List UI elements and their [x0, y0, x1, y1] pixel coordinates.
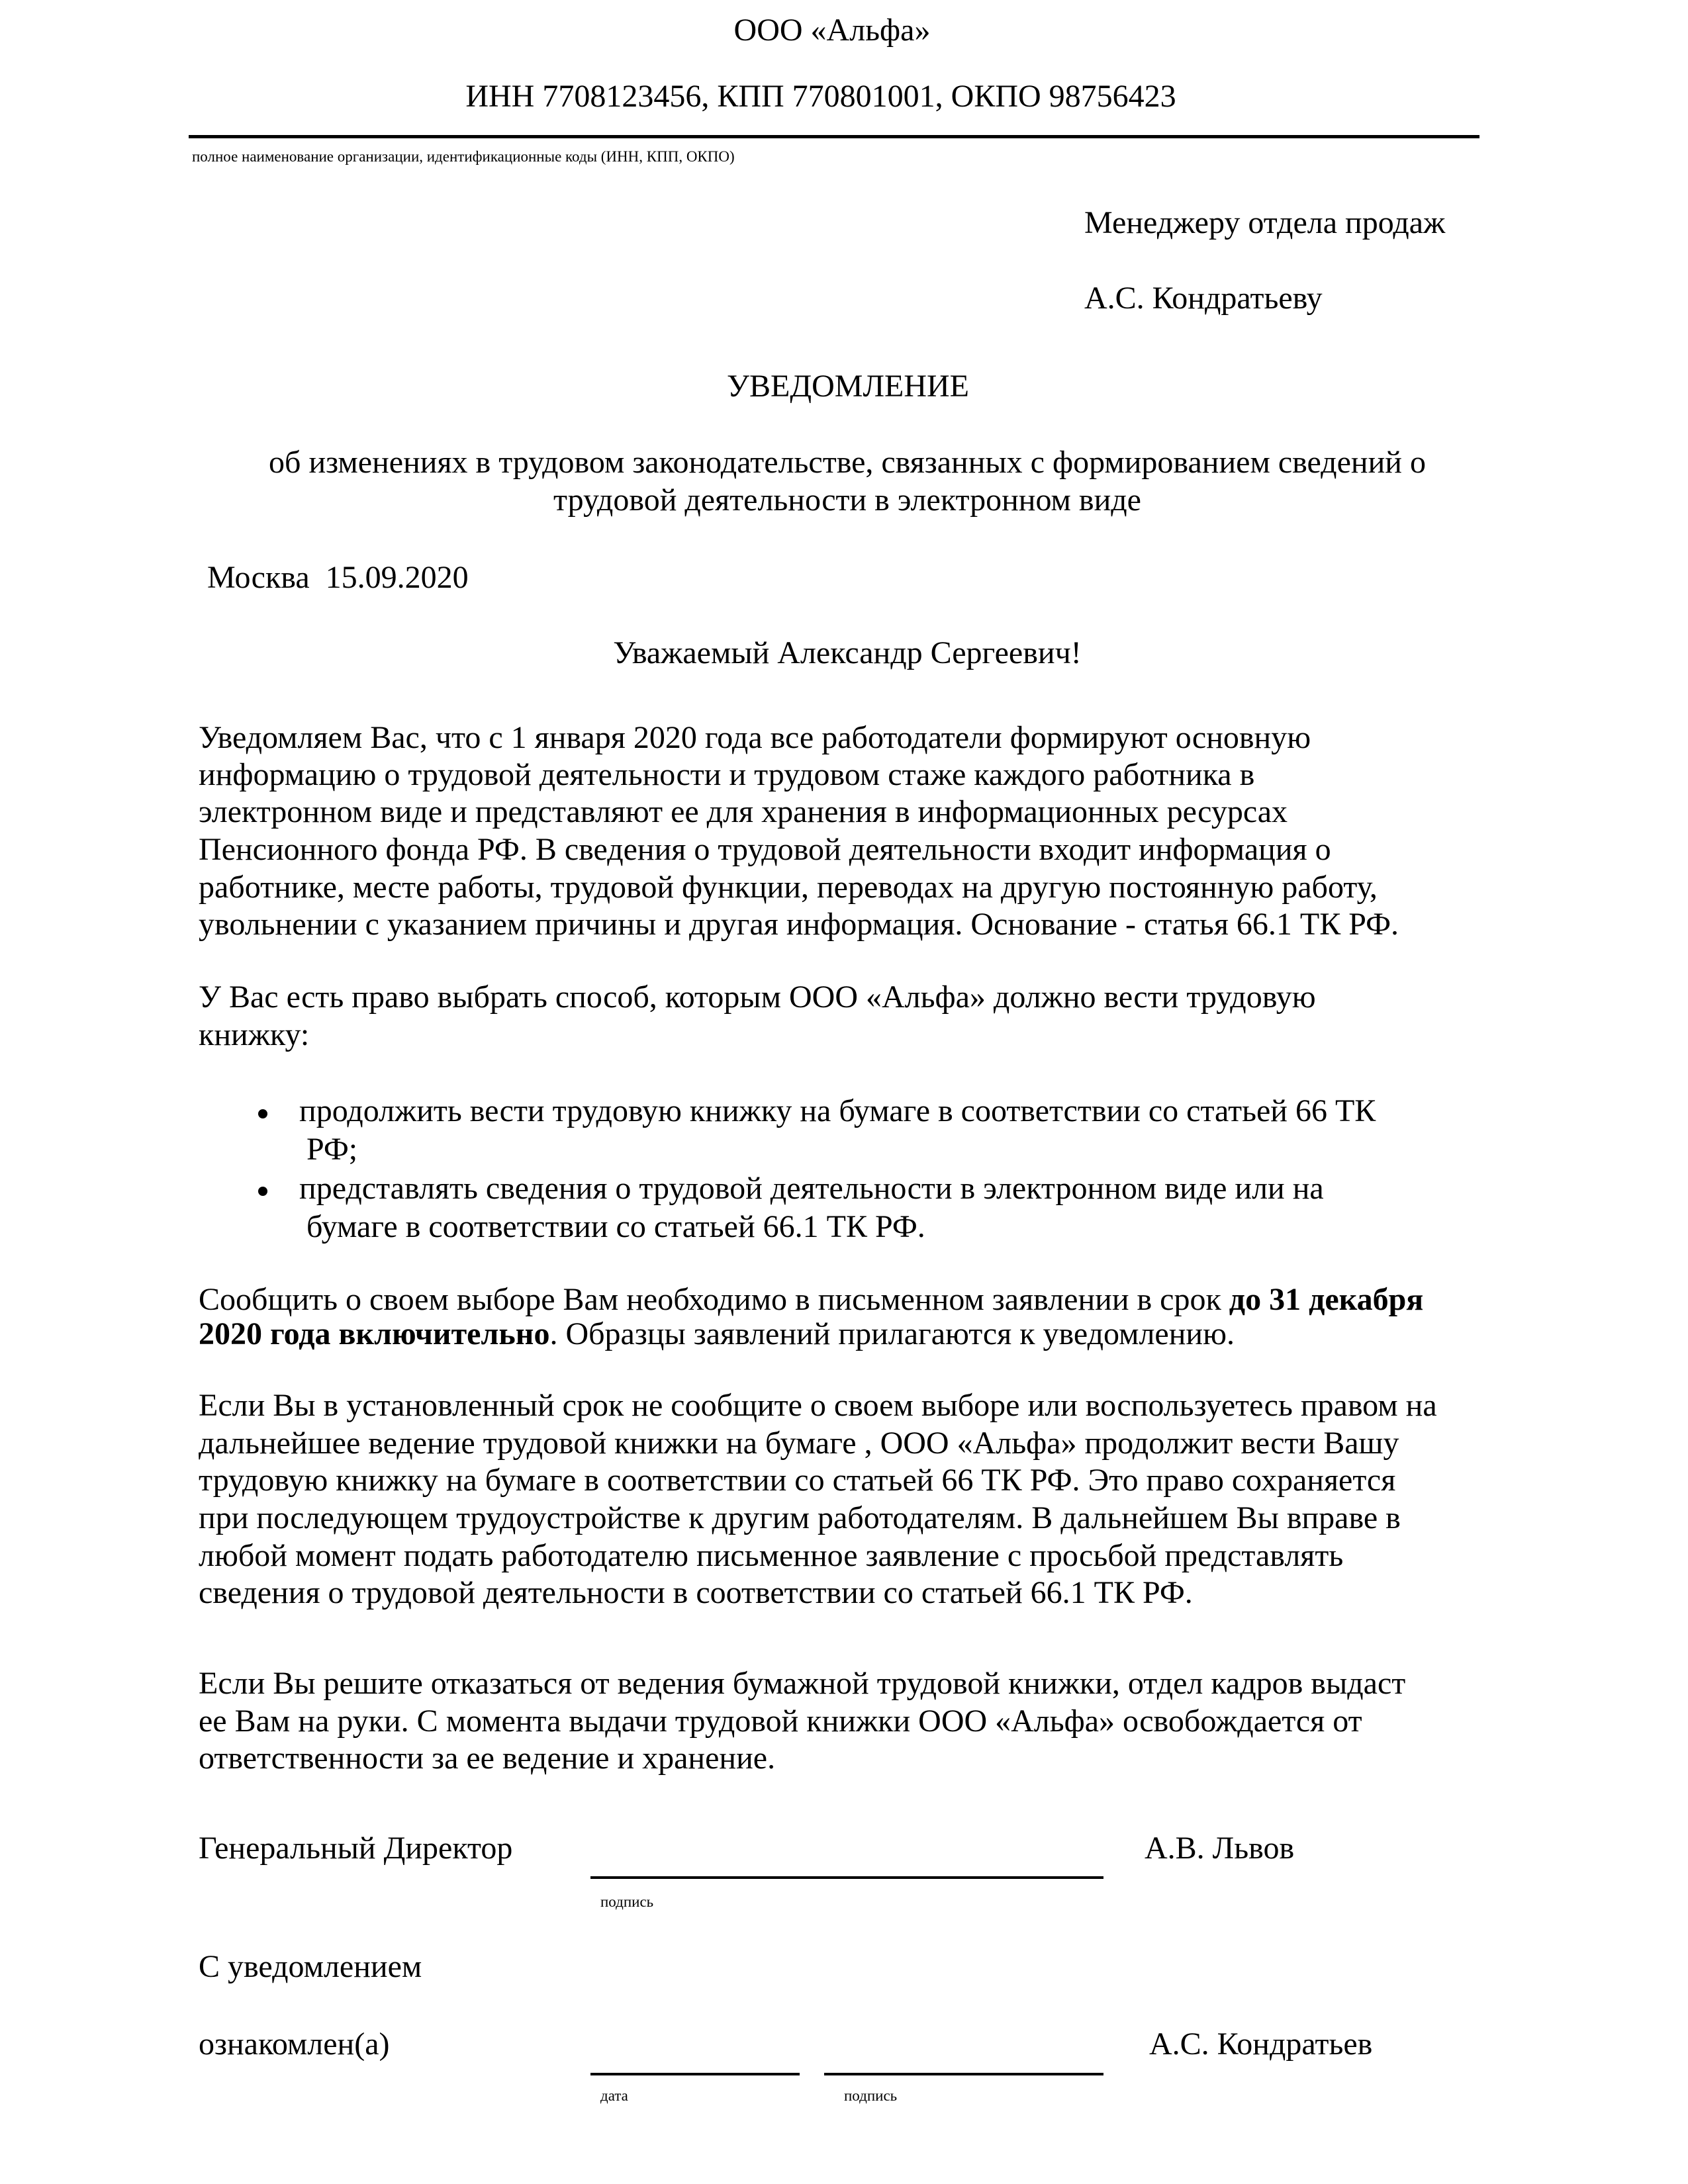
city: Москва: [207, 560, 310, 595]
director-name: А.В. Львов: [1145, 1831, 1295, 1866]
paragraph-line: дальнейшее ведение трудовой книжки на бумаге , ООО «Альфа» продолжит вести Вашу: [199, 1426, 1399, 1461]
ack-line-2: ознакомлен(а): [199, 2026, 390, 2062]
deadline-bold: до 31 декабря: [1229, 1282, 1424, 1317]
org-codes: ИНН 7708123456, КПП 770801001, ОКПО 98756423: [465, 79, 1176, 114]
date-line[interactable]: [590, 2073, 800, 2075]
paragraph-line: книжку:: [199, 1017, 310, 1052]
paragraph-line: увольнении с указанием причины и другая информация. Основание - статья 66.1 ТК РФ.: [199, 907, 1399, 942]
employee-name: А.С. Кондратьев: [1149, 2026, 1373, 2062]
paragraph-line: работнике, месте работы, трудовой функции, переводах на другую постоянную работу,: [199, 870, 1378, 905]
paragraph-line: при последующем трудоустройстве к другим работодателям. В дальнейшем Вы вправе в: [199, 1500, 1401, 1535]
bullet-icon: [258, 1109, 267, 1118]
addressee-position: Менеджеру отдела продаж: [1084, 205, 1446, 240]
paragraph-line: ответственности за ее ведение и хранение.: [199, 1741, 776, 1776]
list-item-line: РФ;: [306, 1132, 358, 1167]
paragraph-line: Пенсионного фонда РФ. В сведения о трудовой деятельности входит информация о: [199, 832, 1331, 867]
paragraph-line: трудовую книжку на бумаге в соответствии со статьей 66 ТК РФ. Это право сохраняется: [199, 1463, 1396, 1498]
attachments-note: . Образцы заявлений прилагаются к уведомлению.: [549, 1316, 1235, 1351]
header-rule: [189, 135, 1479, 138]
paragraph-line: любой момент подать работодателю письменное заявление с просьбой представлять: [199, 1538, 1344, 1573]
header-caption: полное наименование организации, идентификационные коды (ИНН, КПП, ОКПО): [192, 148, 735, 165]
deadline-intro: Сообщить о своем выборе Вам необходимо в письменном заявлении в срок: [199, 1282, 1229, 1317]
paragraph-line: [199, 1281, 1423, 1318]
employee-signature-line[interactable]: [824, 2073, 1103, 2075]
paragraph-line: сведения о трудовой деятельности в соответствии со статьей 66.1 ТК РФ.: [199, 1575, 1193, 1610]
list-item-line: представлять сведения о трудовой деятельности в электронном виде или на: [299, 1171, 1324, 1206]
list-item-line: продолжить вести трудовую книжку на бумаге в соответствии со статьей 66 ТК: [299, 1093, 1376, 1128]
document-subtitle-line: об изменениях в трудовом законодательстве, связанных с формированием сведений о: [269, 445, 1426, 480]
date-label: дата: [600, 2087, 628, 2104]
addressee-name: А.С. Кондратьеву: [1084, 281, 1323, 316]
paragraph-line: Если Вы решите отказаться от ведения бумажной трудовой книжки, отдел кадров выдаст: [199, 1666, 1406, 1701]
bullet-icon: [258, 1187, 267, 1196]
salutation: Уважаемый Александр Сергеевич!: [613, 635, 1082, 670]
date: 15.09.2020: [325, 560, 469, 595]
paragraph-line: информацию о трудовой деятельности и трудовом стаже каждого работника в: [199, 757, 1255, 792]
deadline-bold: 2020 года включительно: [199, 1316, 550, 1351]
paragraph-line: У Вас есть право выбрать способ, которым ООО «Альфа» должно вести трудовую: [199, 979, 1316, 1015]
director-title: Генеральный Директор: [199, 1831, 513, 1866]
document-subtitle-line: трудовой деятельности в электронном виде: [553, 482, 1141, 518]
list-item-line: бумаге в соответствии со статьей 66.1 ТК РФ.: [306, 1209, 925, 1244]
employee-signature-label: подпись: [844, 2087, 898, 2104]
paragraph-line: [199, 1316, 1235, 1353]
paragraph-line: Уведомляем Вас, что с 1 января 2020 года все работодатели формируют основную: [199, 720, 1311, 755]
ack-line-1: С уведомлением: [199, 1949, 422, 1984]
paragraph-line: электронном виде и представляют ее для хранения в информационных ресурсах: [199, 794, 1288, 829]
signature-label: подпись: [600, 1893, 654, 1910]
paragraph-line: ее Вам на руки. С момента выдачи трудовой книжки ООО «Альфа» освобождается от: [199, 1704, 1362, 1739]
paragraph-line: Если Вы в установленный срок не сообщите о своем выборе или воспользуетесь правом на: [199, 1388, 1437, 1423]
org-name: ООО «Альфа»: [733, 13, 931, 48]
director-signature-line[interactable]: [590, 1876, 1103, 1879]
document-title: УВЕДОМЛЕНИЕ: [727, 369, 969, 404]
place-date: [207, 559, 469, 596]
